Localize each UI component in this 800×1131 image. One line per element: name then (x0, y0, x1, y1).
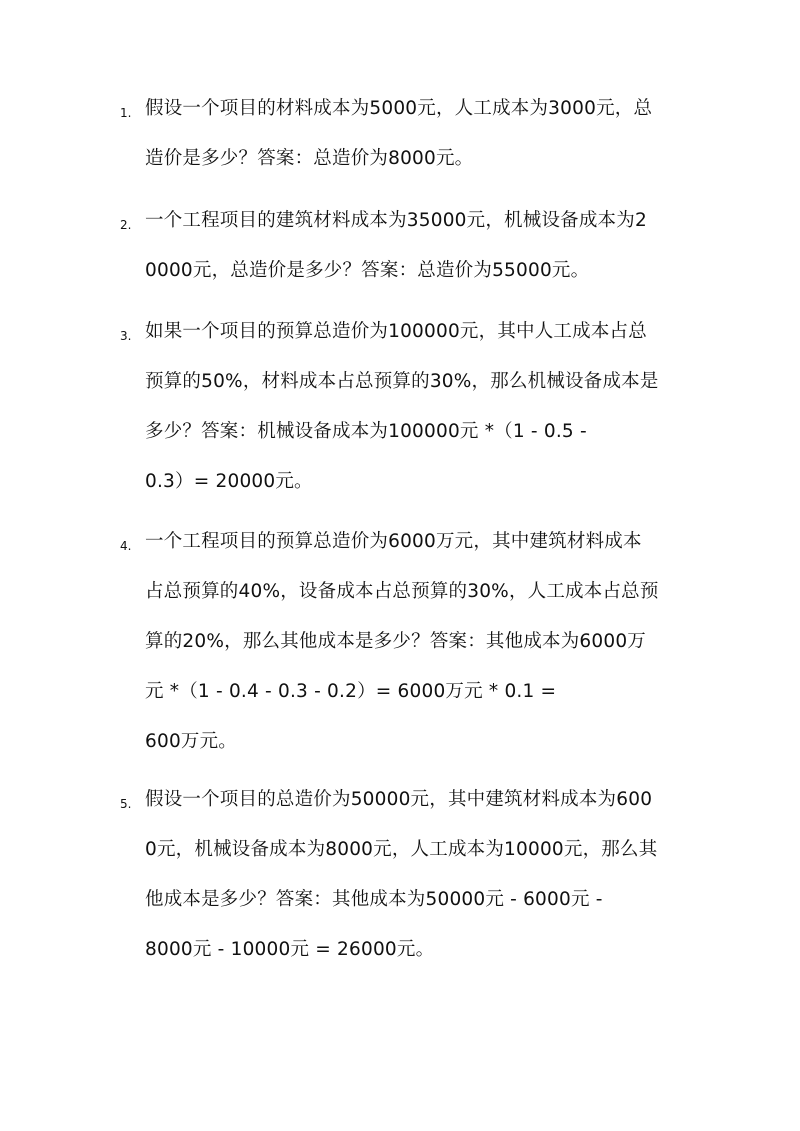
question-text-line: 假设一个项目的材料成本为5000元，人工成本为3000元，总 (145, 98, 653, 119)
question-text-line: 0.3）= 20000元。 (145, 471, 313, 492)
question-text-line: 造价是多少？答案：总造价为8000元。 (145, 148, 474, 169)
question-number: 5. (120, 797, 132, 811)
question-text-line: 0元，机械设备成本为8000元，人工成本为10000元，那么其 (145, 839, 658, 860)
question-text-line: 0000元，总造价是多少？答案：总造价为55000元。 (145, 260, 590, 281)
question-text-line: 多少？答案：机械设备成本为100000元 *（1 - 0.5 - (145, 421, 587, 442)
question-number: 4. (120, 539, 132, 553)
question-text-line: 600万元。 (145, 731, 238, 752)
question-number: 3. (120, 329, 132, 343)
question-text-line: 元 *（1 - 0.4 - 0.3 - 0.2）= 6000万元 * 0.1 = (145, 681, 557, 702)
question-text-line: 一个工程项目的建筑材料成本为35000元，机械设备成本为2 (145, 210, 647, 231)
question-text-line: 预算的50%，材料成本占总预算的30%，那么机械设备成本是 (145, 371, 659, 392)
question-text-line: 8000元 - 10000元 = 26000元。 (145, 939, 435, 960)
question-text-line: 一个工程项目的预算总造价为6000万元，其中建筑材料成本 (145, 531, 642, 552)
question-text-line: 如果一个项目的预算总造价为100000元，其中人工成本占总 (145, 321, 647, 342)
question-text-line: 他成本是多少？答案：其他成本为50000元 - 6000元 - (145, 889, 603, 910)
question-text-line: 算的20%，那么其他成本是多少？答案：其他成本为6000万 (145, 631, 647, 652)
question-number: 1. (120, 106, 132, 120)
question-text-line: 占总预算的40%，设备成本占总预算的30%，人工成本占总预 (145, 581, 659, 602)
question-number: 2. (120, 218, 132, 232)
question-text-line: 假设一个项目的总造价为50000元，其中建筑材料成本为600 (145, 789, 653, 810)
